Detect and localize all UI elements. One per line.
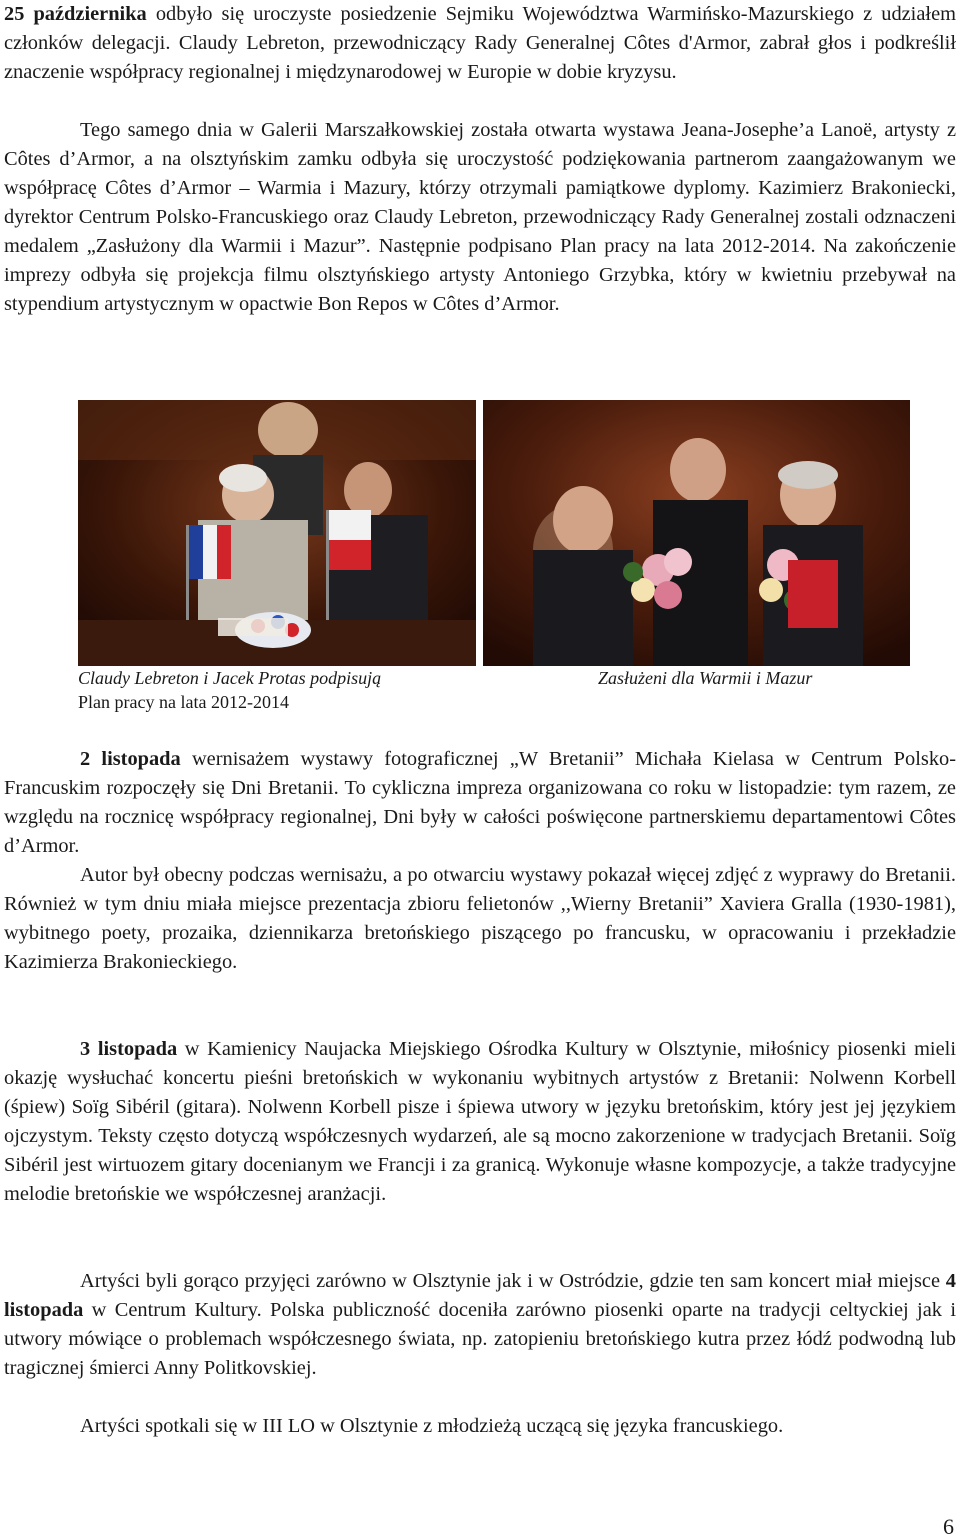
page-number: 6 (943, 1514, 954, 1539)
caption-awardees (598, 666, 918, 690)
caption-signing-line1: Claudy Lebreton i Jacek Protas podpisują (78, 668, 382, 688)
date-oct-25: 25 października (4, 3, 147, 25)
paragraph-author (4, 861, 956, 977)
paragraph-text: wernisażem wystawy fotograficznej „W Bretanii” Michała Kielasa w Centrum Polsko-Francuskim rozpoczęły się Dni Bretanii. To cykliczna impreza organizowana co roku w listopadzie: tym razem, ze względu na rocznicę współpracy regionalnej, Dni były w całości poświęcone partnerskiemu departamentowi Côtes d’Armor. (4, 748, 956, 857)
paragraph-text: w Centrum Kultury. Polska publiczność doceniła zarówno piosenki oparte na tradycji celtyckiej jak i utwory mówiące o problemach współczesnego świata, np. zatopieniu bretońskiego kutra przez łódź podwodną lub tragicznej śmierci Anny Politkovskiej. (4, 1299, 956, 1379)
paragraph-artists (4, 1267, 956, 1383)
date-nov-3: 3 listopada (80, 1038, 178, 1060)
caption-signing-line2: Plan pracy na lata 2012-2014 (78, 692, 289, 712)
paragraph-text: odbyło się uroczyste posiedzenie Sejmiku Województwa Warmińsko-Mazurskiego z udziałem członków delegacji. Claudy Lebreton, przewodniczący Rady Generalnej Côtes d'Armor, zabrał głos i podkreślił znaczenie współpracy regionalnej i międzynarodowej w Europie w dobie kryzysu. (4, 3, 956, 83)
paragraph-school (4, 1412, 956, 1441)
date-nov-2: 2 listopada (80, 748, 181, 770)
paragraph-nov-3 (4, 1035, 956, 1209)
photo-awardees-image (483, 400, 910, 666)
photo-signing-image (78, 400, 476, 666)
photo-signing (78, 400, 476, 666)
caption-signing (78, 666, 498, 714)
paragraph-text: Tego samego dnia w Galerii Marszałkowskiej została otwarta wystawa Jeana-Josephe’a Lanoë, artysty z Côtes d’Armor, a na olsztyńskim zamku odbyła się uroczystość podziękowania partnerom zaangażowanym we współpracę Côtes d’Armor – Warmia i Mazury, którzy otrzymali pamiątkowe dyplomy. Kazimierz Brakoniecki, dyrektor Centrum Polsko-Francuskiego oraz Claudy Lebreton, przewodniczący Rady Generalnej zostali odznaczeni medalem „Zasłużony dla Warmii i Mazur”. Następnie podpisano Plan pracy na lata 2012-2014. Na zakończenie imprezy odbyła się projekcja filmu olsztyńskiego artysty Antoniego Grzybka, który w kwietniu przebywał na stypendium artystycznym w opactwie Bon Repos w Côtes d’Armor. (4, 119, 956, 315)
paragraph-gallery (4, 116, 956, 319)
photo-awardees (483, 400, 910, 666)
caption-awardees-text: Zasłużeni dla Warmii i Mazur (598, 668, 813, 688)
paragraph-text: w Kamienicy Naujacka Miejskiego Ośrodka Kultury w Olsztynie, miłośnicy piosenki mieli okazję wysłuchać koncertu pieśni bretońskich w wykonaniu wybitnych artystów z Bretanii: Nolwenn Korbell (śpiew) Soïg Sibéril (gitara). Nolwenn Korbell pisze i śpiewa utwory w języku bretońskim, który jest jej językiem ojczystym. Teksty często dotyczą współczesnych wydarzeń, ale są mocno zakorzenione w tradycjach Bretanii. Soïg Sibéril jest wirtuozem gitary docenianym we Francji i za granicą. Wykonuje własne kompozycje, a także tradycyjne melodie bretońskie we współczesnej aranżacji. (4, 1038, 956, 1205)
paragraph-text: Artyści byli gorąco przyjęci zarówno w Olsztynie jak i w Ostródzie, gdzie ten sam koncert miał miejsce (80, 1270, 946, 1292)
paragraph-nov-2 (4, 745, 956, 861)
paragraph-text: Autor był obecny podczas wernisażu, a po otwarciu wystawy pokazał więcej zdjęć z wyprawy do Bretanii. Również w tym dniu miała miejsce prezentacja zbioru felietonów ,,Wierny Bretanii” Xaviera Gralla (1930-1981), wybitnego poety, prozaika, dziennikarza bretońskiego piszącego po francusku, w opracowaniu i przekładzie Kazimierza Brakonieckiego. (4, 864, 956, 973)
paragraph-oct-25 (4, 0, 956, 87)
date-nov-4: 4 listopada (4, 1270, 956, 1321)
paragraph-text: Artyści spotkali się w III LO w Olsztynie z młodzieżą uczącą się języka francuskiego. (80, 1415, 784, 1437)
